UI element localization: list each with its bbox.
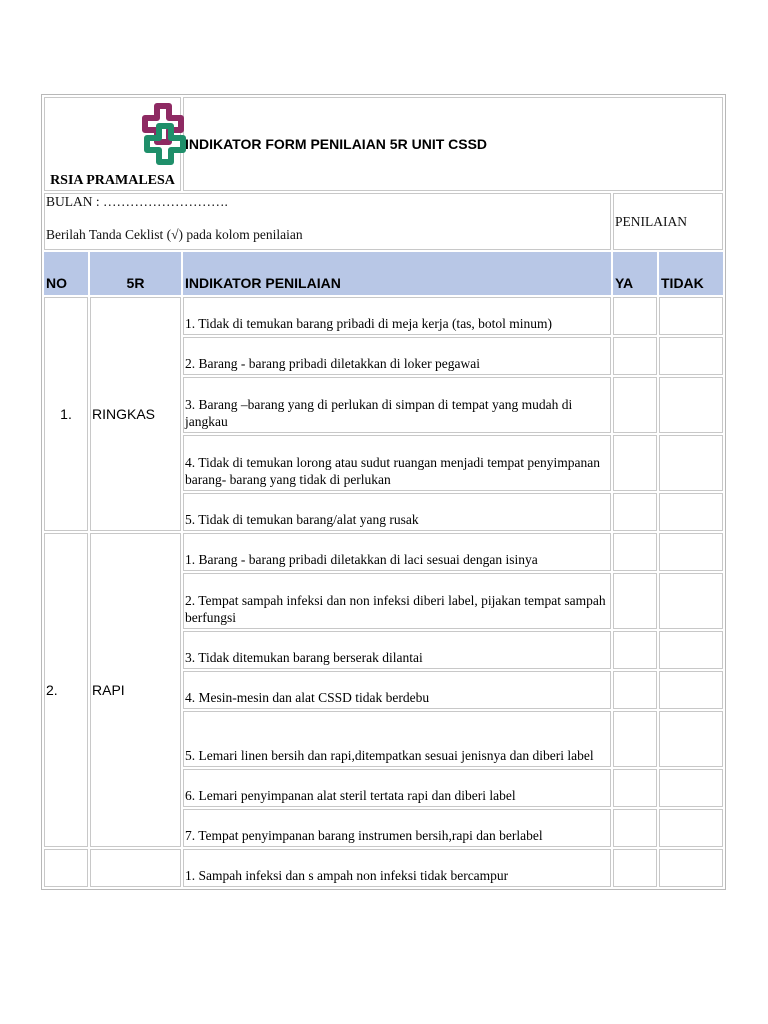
ya-checkbox[interactable] (613, 533, 657, 571)
bulan-field[interactable]: BULAN : ………………………. (46, 194, 228, 209)
column-header-row (44, 252, 723, 295)
org-name: RSIA PRAMALESA (50, 173, 175, 188)
tidak-checkbox[interactable] (659, 377, 723, 433)
indicator-text: 2. Tempat sampah infeksi dan non infeksi diberi label, pijakan tempat sampah berfungsi (183, 573, 611, 629)
info-row (44, 193, 723, 250)
section-name: RINGKAS (90, 297, 181, 531)
ya-checkbox[interactable] (613, 711, 657, 767)
col-indikator: INDIKATOR PENILAIAN (183, 252, 611, 295)
indicator-text: 1. Barang - barang pribadi diletakkan di laci sesuai dengan isinya (183, 533, 611, 571)
ya-checkbox[interactable] (613, 671, 657, 709)
ya-checkbox[interactable] (613, 297, 657, 335)
ya-checkbox[interactable] (613, 849, 657, 887)
instruction-text: Berilah Tanda Ceklist (√) pada kolom penilaian (46, 227, 303, 242)
ya-checkbox[interactable] (613, 435, 657, 491)
form-table (41, 94, 726, 890)
indicator-text: 5. Lemari linen bersih dan rapi,ditempatkan sesuai jenisnya dan diberi label (183, 711, 611, 767)
tidak-checkbox[interactable] (659, 573, 723, 629)
section-number: 2. (44, 533, 88, 847)
hospital-cross-logo-icon (133, 102, 201, 172)
ya-checkbox[interactable] (613, 337, 657, 375)
info-cell (44, 193, 611, 250)
indicator-text: 3. Barang –barang yang di perlukan di simpan di tempat yang mudah di jangkau (183, 377, 611, 433)
col-5r: 5R (90, 252, 181, 295)
tidak-checkbox[interactable] (659, 711, 723, 767)
ya-checkbox[interactable] (613, 377, 657, 433)
indicator-text: 6. Lemari penyimpanan alat steril tertata rapi dan diberi label (183, 769, 611, 807)
logo-cell (44, 97, 181, 191)
section-name (90, 849, 181, 887)
indicator-text: 5. Tidak di temukan barang/alat yang rusak (183, 493, 611, 531)
penilaian-label: PENILAIAN (613, 193, 723, 250)
indicator-text: 3. Tidak ditemukan barang berserak dilantai (183, 631, 611, 669)
ya-checkbox[interactable] (613, 631, 657, 669)
tidak-checkbox[interactable] (659, 493, 723, 531)
indicator-text: 1. Tidak di temukan barang pribadi di meja kerja (tas, botol minum) (183, 297, 611, 335)
assessment-form (41, 94, 726, 890)
indicator-text: 7. Tempat penyimpanan barang instrumen bersih,rapi dan berlabel (183, 809, 611, 847)
form-title: INDIKATOR FORM PENILAIAN 5R UNIT CSSD (183, 97, 723, 191)
section-number: 1. (44, 297, 88, 531)
table-row (44, 849, 723, 887)
tidak-checkbox[interactable] (659, 337, 723, 375)
section-number (44, 849, 88, 887)
indicator-text: 2. Barang - barang pribadi diletakkan di loker pegawai (183, 337, 611, 375)
tidak-checkbox[interactable] (659, 809, 723, 847)
indicator-text: 4. Tidak di temukan lorong atau sudut ruangan menjadi tempat penyimpanan barang- barang yang tidak di perlukan (183, 435, 611, 491)
tidak-checkbox[interactable] (659, 533, 723, 571)
section-name: RAPI (90, 533, 181, 847)
form-header-row (44, 97, 723, 191)
tidak-checkbox[interactable] (659, 769, 723, 807)
ya-checkbox[interactable] (613, 809, 657, 847)
indicator-text: 1. Sampah infeksi dan s ampah non infeksi tidak bercampur (183, 849, 611, 887)
ya-checkbox[interactable] (613, 573, 657, 629)
tidak-checkbox[interactable] (659, 435, 723, 491)
tidak-checkbox[interactable] (659, 849, 723, 887)
table-row (44, 533, 723, 571)
tidak-checkbox[interactable] (659, 671, 723, 709)
tidak-checkbox[interactable] (659, 631, 723, 669)
col-ya: YA (613, 252, 657, 295)
table-row (44, 297, 723, 335)
col-no: NO (44, 252, 88, 295)
col-tidak: TIDAK (659, 252, 723, 295)
ya-checkbox[interactable] (613, 493, 657, 531)
tidak-checkbox[interactable] (659, 297, 723, 335)
indicator-text: 4. Mesin-mesin dan alat CSSD tidak berdebu (183, 671, 611, 709)
ya-checkbox[interactable] (613, 769, 657, 807)
